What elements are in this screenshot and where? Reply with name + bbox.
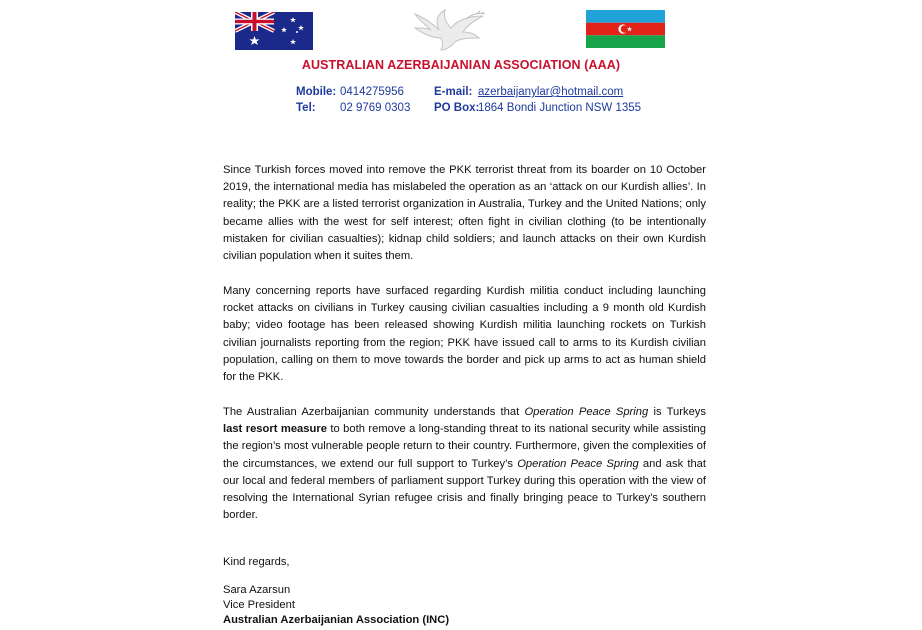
- email-label: E-mail:: [434, 86, 473, 98]
- signatory-name: Sara Azarsun: [223, 584, 291, 596]
- contact-tel: [296, 100, 410, 116]
- pobox-value: 1864 Bondi Junction NSW 1355: [478, 102, 642, 114]
- paragraph-3-text: is Turkeys: [648, 406, 706, 418]
- email-link[interactable]: azerbaijanylar@hotmail.com: [478, 86, 624, 98]
- contact-email: [434, 84, 623, 100]
- paragraph-2: Many concerning reports have surfaced regarding Kurdish militia conduct including launching rocket attacks on civilians in Turkey causing civilian casualties including a 9 month old Kurdish baby; video footage has been released showing Kurdish militia launching rockets on Turkish civilian journalists reporting from the region; PKK have issued call to arms to its Kurdish civilian population, calling on them to move towards the border and pick up arms to act as human shield for the PKK.: [223, 285, 706, 384]
- tel-value: 02 9769 0303: [340, 102, 411, 114]
- paragraph-3-text: to both remove a long-standing threat to its national security while assisting the region’s most vulnerable people return to their country. Furthermore, given the complexities of the circumstances, we extend our full support to Turkey’s: [223, 423, 707, 470]
- operation-name: Operation Peace Spring: [524, 406, 649, 418]
- pobox-label: PO Box:: [434, 102, 480, 114]
- paragraph-3: [223, 404, 706, 524]
- australian-flag-icon: [235, 12, 313, 50]
- organization-name: AUSTRALIAN AZERBAIJANIAN ASSOCIATION (AAA): [301, 58, 621, 72]
- azerbaijan-flag-icon: [586, 10, 665, 48]
- paragraph-3-text: The Australian Azerbaijanian community understands that: [223, 406, 525, 418]
- paragraph-1: Since Turkish forces moved into remove the PKK terrorist threat from its boarder on 10 October 2019, the international media has mislabeled the operation as an ‘attack on our Kurdish allies’. In reality; the PKK are a listed terrorist organization in Australia, Turkey and the United Nations; only became allies with the west for self interest; often fight in civilian clothing (to be intentionally mistaken for civilian casualties); kidnap child soldiers; and launch attacks on their own Kurdish civilian population when it suites them.: [223, 164, 706, 263]
- paragraph-3-text: and ask that our local and federal members of parliament support Turkey during this operation with the view of resolving the International Syrian refugee crisis and finally bringing peace to Turkey’s southern border.: [223, 457, 706, 522]
- signatory-organization: Australian Azerbaijanian Association (INC): [223, 614, 450, 626]
- signatory-title: Vice President: [223, 599, 295, 611]
- mobile-label: Mobile:: [296, 86, 337, 98]
- contact-pobox: [434, 100, 641, 116]
- dove-logo-icon: [407, 8, 489, 52]
- emphasis-text: last resort measure: [223, 423, 327, 436]
- contact-mobile: [296, 84, 404, 100]
- tel-label: Tel:: [296, 102, 316, 114]
- operation-name: Operation Peace Spring: [517, 457, 639, 470]
- mobile-value: 0414275956: [340, 86, 404, 98]
- closing-salutation: Kind regards,: [223, 556, 290, 568]
